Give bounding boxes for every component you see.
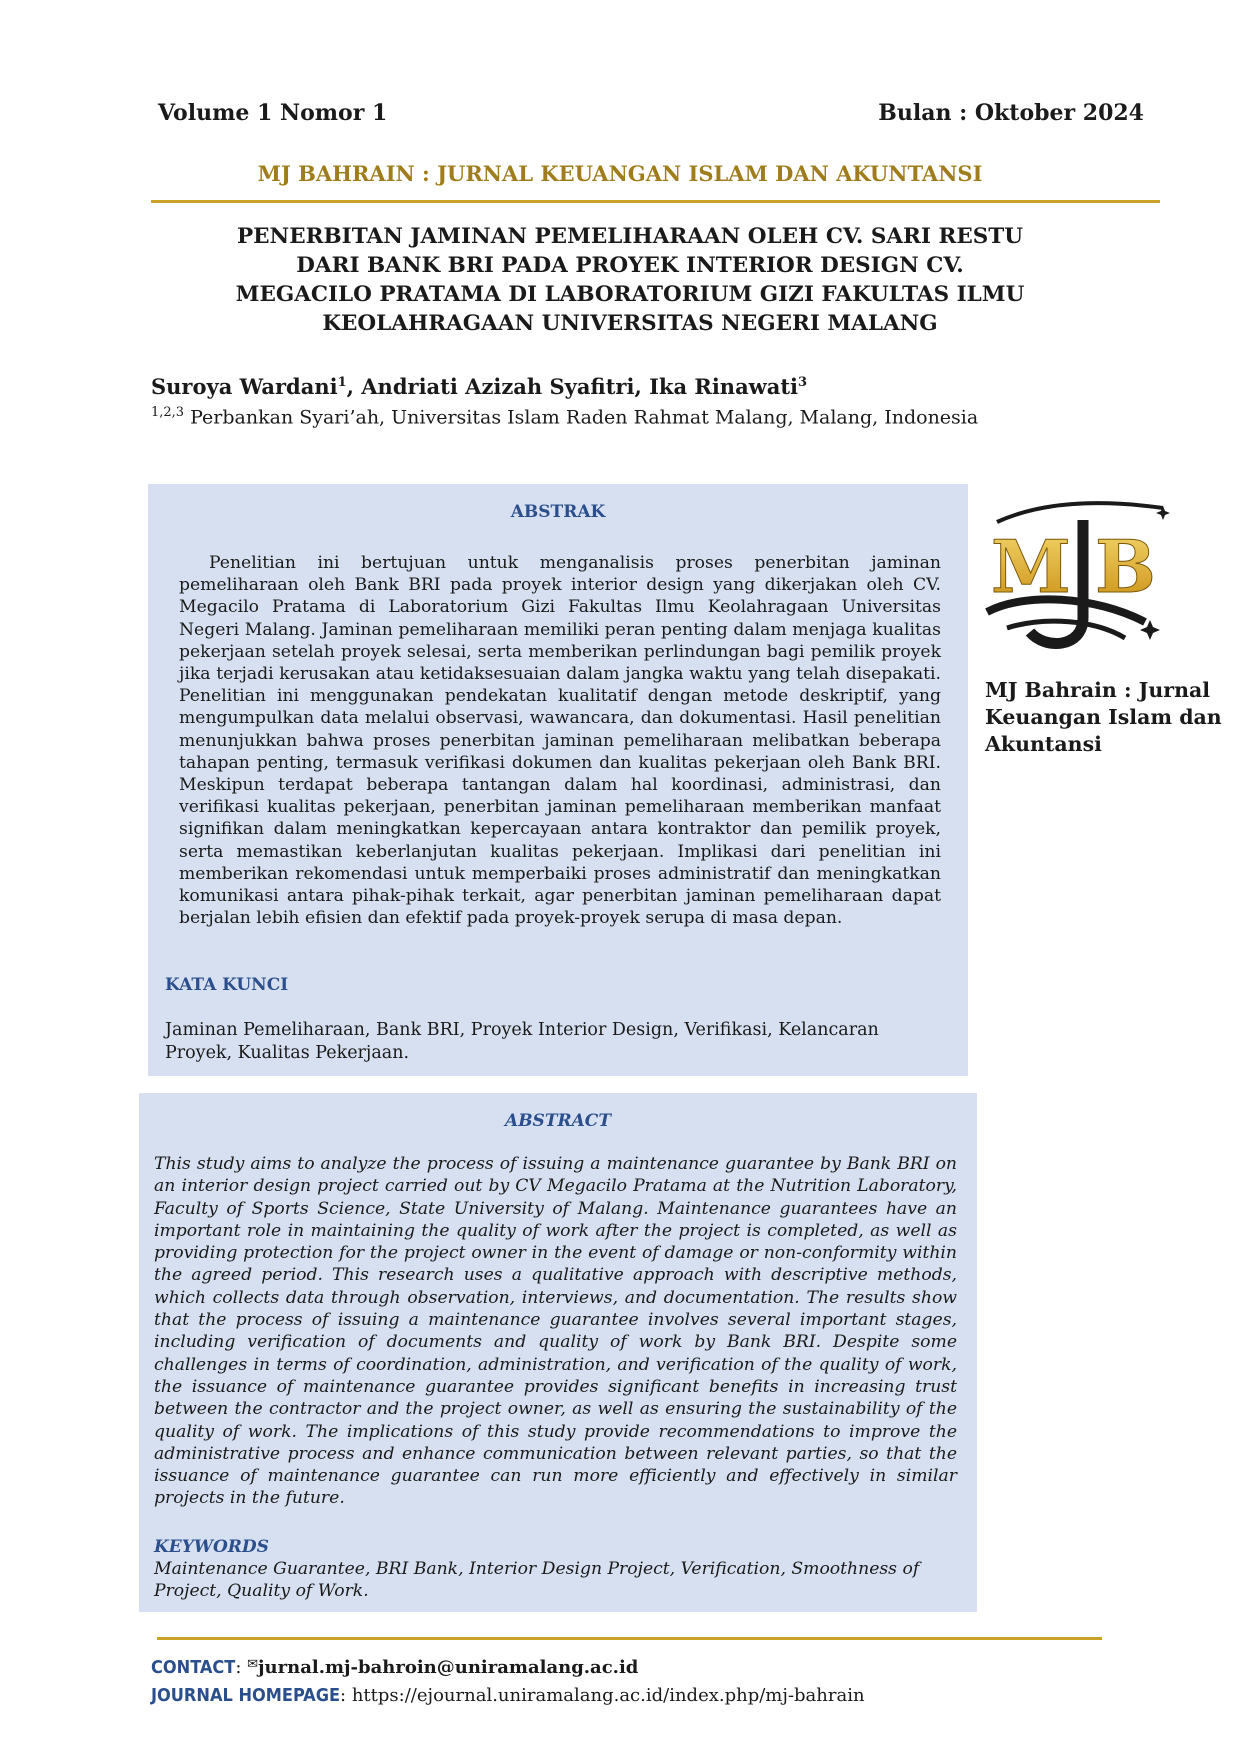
author-list <box>151 374 807 399</box>
mjb-logo-icon <box>985 500 1175 660</box>
author-affiliation-mark: 1 <box>337 375 347 390</box>
contact-email-link[interactable]: jurnal.mj-bahroin@uniramalang.ac.id <box>258 1657 639 1678</box>
title-line: KEOLAHRAGAAN UNIVERSITAS NEGERI MALANG <box>322 311 938 336</box>
article-title <box>180 222 1080 338</box>
homepage-line <box>151 1685 865 1706</box>
volume-number: Volume 1 Nomor 1 <box>158 100 388 126</box>
svg-text:M: M <box>991 524 1071 609</box>
homepage-link[interactable]: https://ejournal.uniramalang.ac.id/index.php/mj-bahrain <box>351 1685 865 1706</box>
affiliation <box>151 405 978 428</box>
abstrak-heading: ABSTRAK <box>510 502 606 522</box>
issue-month: Bulan : Oktober 2024 <box>878 100 1144 126</box>
abstract-text: This study aims to analyze the process of issuing a maintenance guarantee by Bank BRI on an interior design project carried out by CV Megacilo Pratama at the Nutrition Laboratory, Faculty of Sports Science, State University of Malang. Maintenance guarantees have an important role in maintaining the quality of work after the project is completed, as well as providing protection for the project owner in the event of damage or non-conformity within the agreed period. This research uses a qualitative approach with descriptive methods, which collects data through observation, interviews, and documentation. The results show that the process of issuing a maintenance guarantee involves several important stages, including verification of documents and quality of work by Bank BRI. Despite some challenges in terms of coordination, administration, and verification of the quality of work, the issuance of maintenance guarantee provides significant benefits in increasing trust between the contractor and the project owner, as well as ensuring the sustainability of the quality of work. The implications of this study provide recommendations to improve the administrative process and enhance communication between relevant parties, so that the issuance of maintenance guarantee can run more efficiently and effectively in similar projects in the future. <box>154 1154 957 1509</box>
keywords-text: Maintenance Guarantee, BRI Bank, Interior Design Project, Verification, Smoothness of Project, Quality of Work. <box>154 1559 920 1602</box>
bottom-divider <box>157 1637 1102 1640</box>
author-separator: , <box>346 374 362 399</box>
keywords-heading: KEYWORDS <box>154 1537 269 1557</box>
abstract-heading: ABSTRACT <box>505 1111 611 1131</box>
kata-kunci-text: Jaminan Pemeliharaan, Bank BRI, Proyek Interior Design, Verifikasi, Kelancaran Proyek, Kualitas Pekerjaan. <box>165 1020 879 1063</box>
title-line: PENERBITAN JAMINAN PEMELIHARAAN OLEH CV. SARI RESTU <box>237 224 1023 249</box>
abstrak-box <box>148 484 968 1076</box>
logo-caption: MJ Bahrain : Jurnal Keuangan Islam dan Akuntansi <box>985 678 1222 756</box>
affiliation-marks: 1,2,3 <box>151 405 185 420</box>
contact-separator: : <box>235 1657 248 1678</box>
abstrak-text: Penelitian ini bertujuan untuk menganalisis proses penerbitan jaminan pemeliharaan oleh Bank BRI pada proyek interior design yang dikerjakan oleh CV. Megacilo Pratama di Laboratorium Gizi Fakultas Ilmu Keolahragaan Universitas Negeri Malang. Jaminan pemeliharaan memiliki peran penting dalam menjaga kualitas pekerjaan setelah proyek selesai, serta memberikan perlindungan bagi pemilik proyek jika terjadi kerusakan atau ketidaksesuaian dalam jangka waktu yang telah disepakati. Penelitian ini menggunakan pendekatan kualitatif dengan metode deskriptif, yang mengumpulkan data melalui observasi, wawancara, dan dokumentasi. Hasil penelitian menunjukkan bahwa proses penerbitan jaminan pemeliharaan melibatkan beberapa tahapan penting, termasuk verifikasi dokumen dan kualitas pekerjaan oleh Bank BRI. Meskipun terdapat beberapa tantangan dalam hal koordinasi, administrasi, dan verifikasi kualitas pekerjaan, penerbitan jaminan pemeliharaan memberikan manfaat signifikan dalam meningkatkan kepercayaan antara kontraktor dan pemilik proyek, serta memastikan keberlanjutan kualitas pekerjaan. Implikasi dari penelitian ini memberikan rekomendasi untuk memperbaiki proses administratif dan meningkatkan komunikasi antara pihak-pihak terkait, agar penerbitan jaminan pemeliharaan dapat berjalan lebih efisien dan efektif pada proyek-proyek serupa di masa depan. <box>179 553 941 929</box>
homepage-label: JOURNAL HOMEPAGE <box>151 1685 341 1706</box>
homepage-separator: : <box>340 1685 352 1706</box>
title-line: MEGACILO PRATAMA DI LABORATORIUM GIZI FAKULTAS ILMU <box>235 282 1025 307</box>
abstract-box <box>139 1093 977 1612</box>
author-name: Andriati Azizah Syafitri <box>361 374 635 399</box>
affiliation-text: Perbankan Syari’ah, Universitas Islam Raden Rahmat Malang, Malang, Indonesia <box>184 406 979 429</box>
contact-label: CONTACT <box>151 1657 236 1678</box>
contact-line <box>151 1657 638 1678</box>
author-name: Ika Rinawati <box>649 374 799 399</box>
author-affiliation-mark: 3 <box>798 375 808 390</box>
svg-text:B: B <box>1095 524 1156 609</box>
title-line: DARI BANK BRI PADA PROYEK INTERIOR DESIGN CV. <box>296 253 964 278</box>
journal-name: MJ BAHRAIN : JURNAL KEUANGAN ISLAM DAN AKUNTANSI <box>257 161 983 186</box>
mail-icon: ✉ <box>247 1657 259 1672</box>
author-separator: , <box>634 374 650 399</box>
top-divider <box>151 200 1160 203</box>
mjb-logo-graphic <box>985 500 1175 660</box>
author-name: Suroya Wardani <box>151 374 338 399</box>
kata-kunci-heading: KATA KUNCI <box>165 975 289 995</box>
